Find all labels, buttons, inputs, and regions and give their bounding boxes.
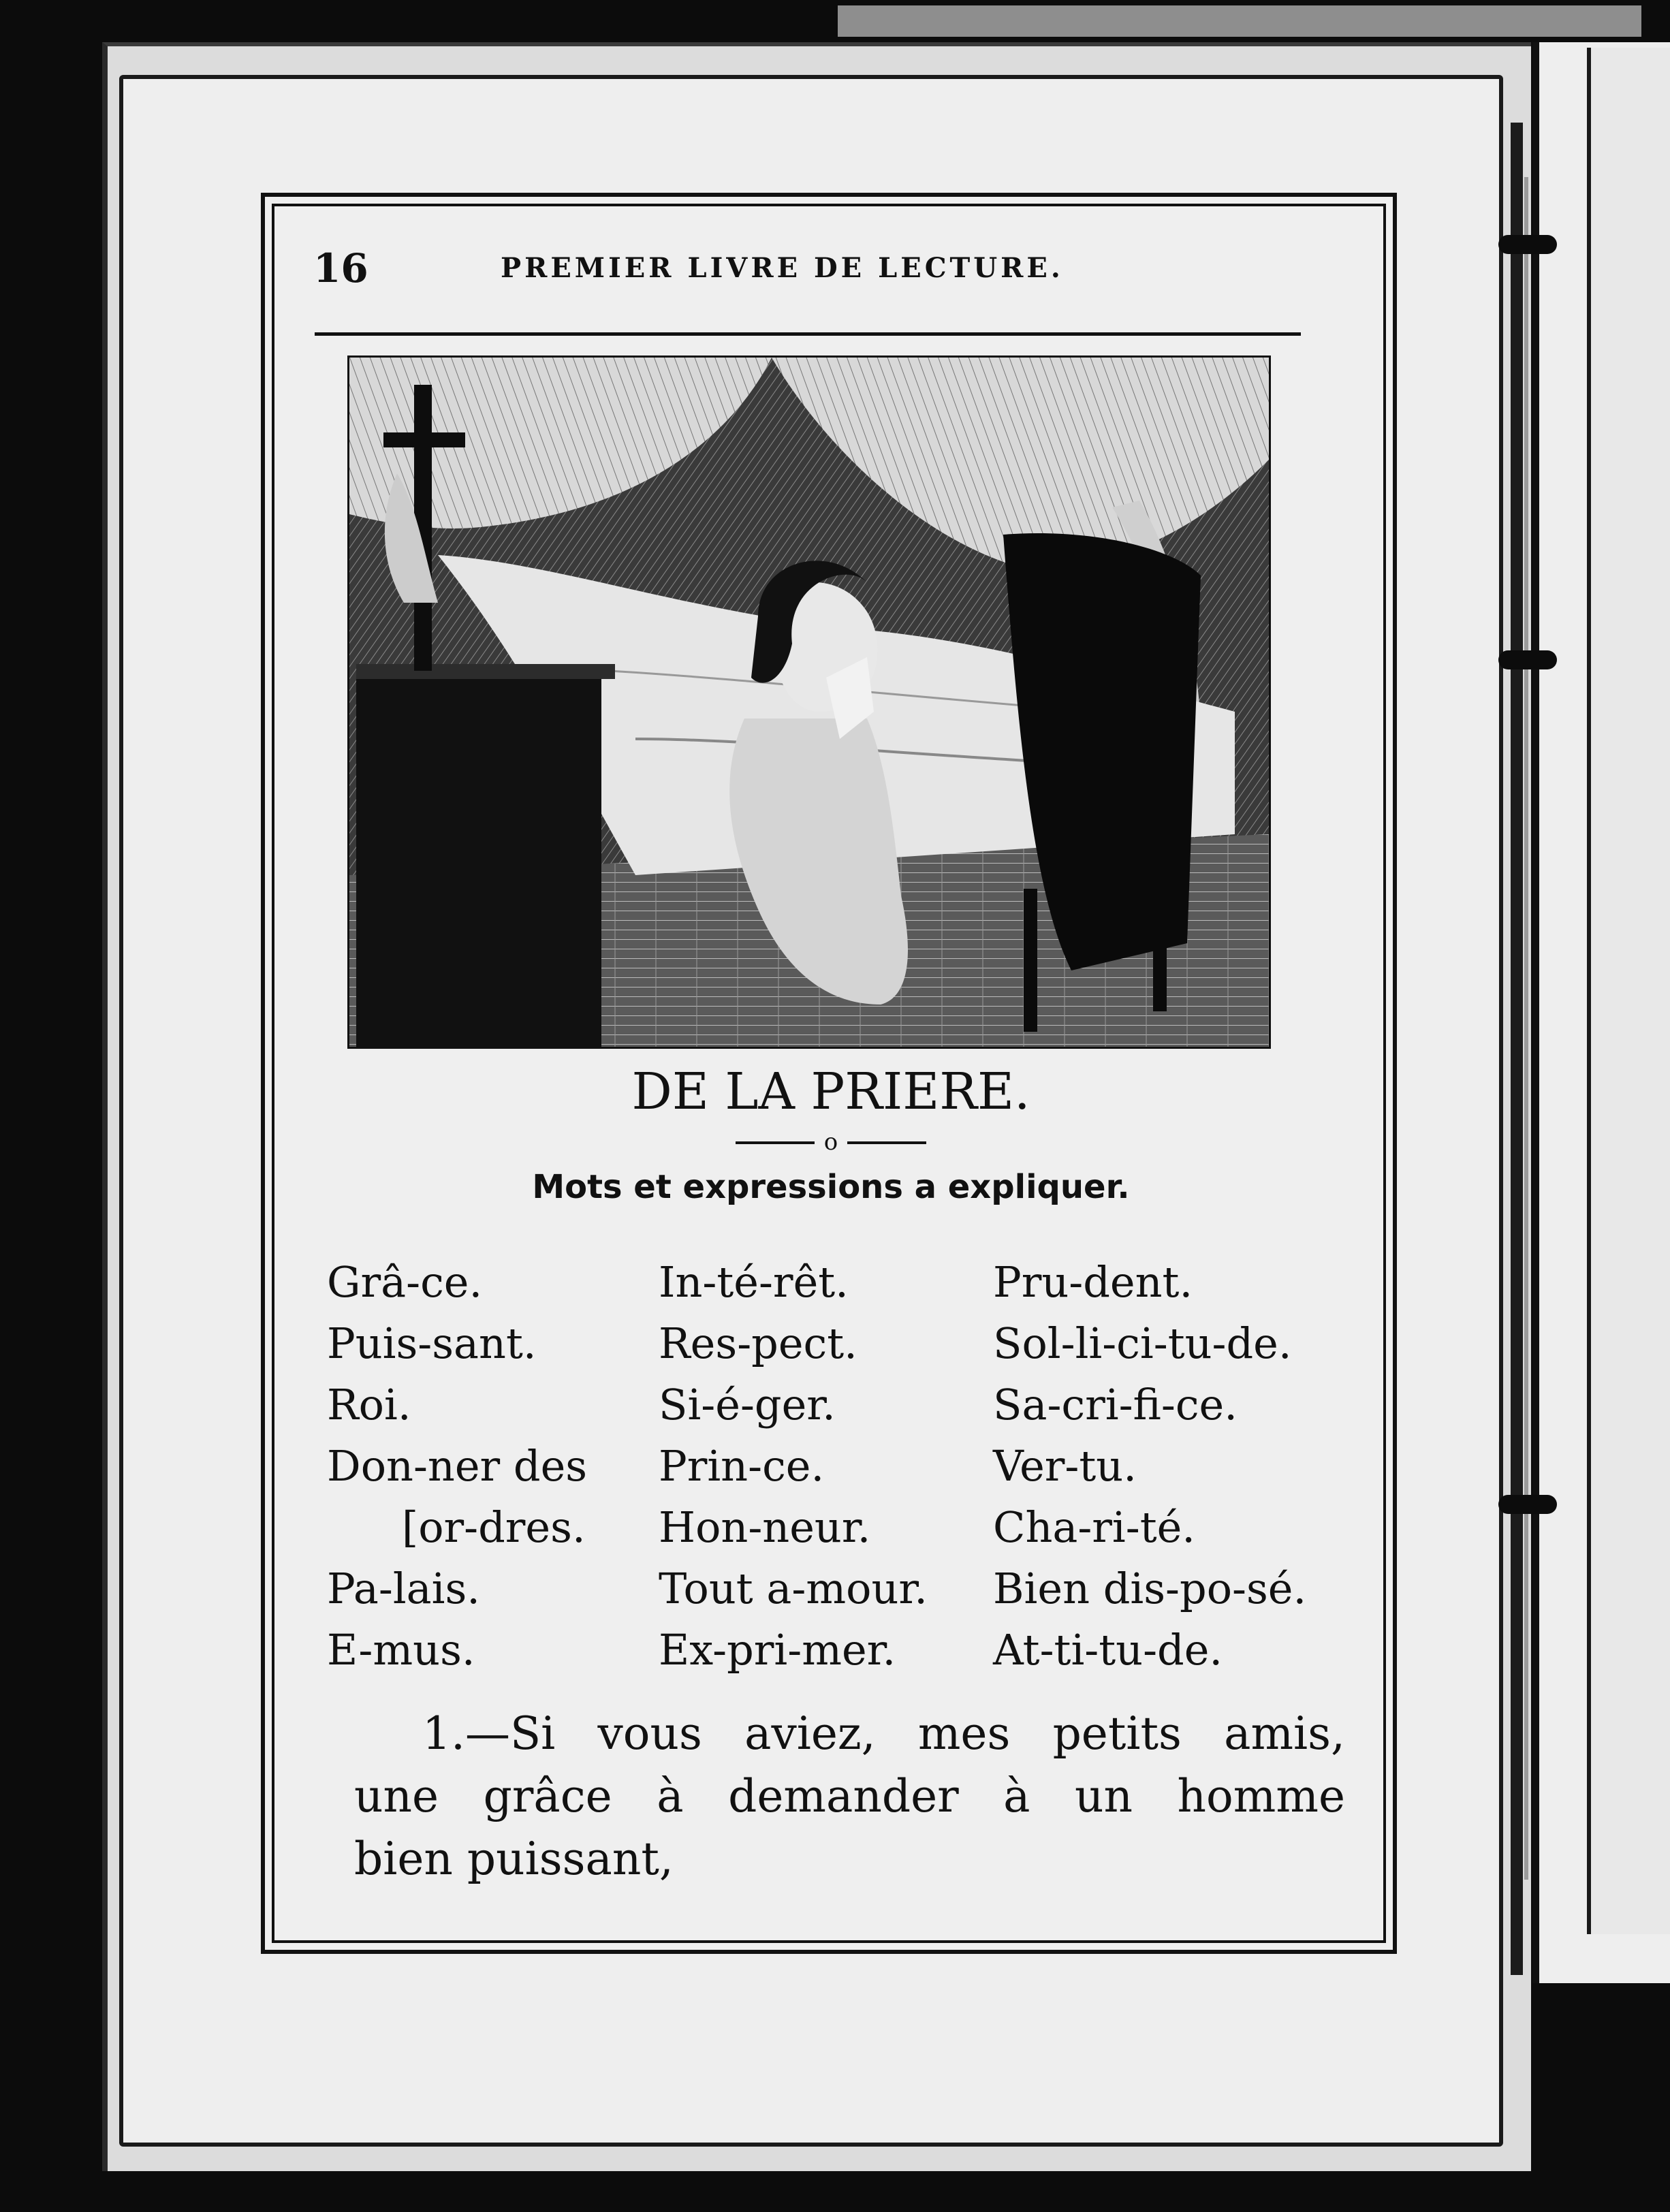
- vocabulary-word: Don-ner des: [327, 1441, 588, 1491]
- lesson-title: DE LA PRIERE.: [631, 1062, 1030, 1121]
- vocabulary-word: Tout a-mour.: [659, 1564, 928, 1613]
- vocabulary-word: Pru-dent.: [993, 1257, 1193, 1307]
- binding-stitch: [1498, 235, 1557, 254]
- header-rule: [315, 332, 1301, 336]
- paragraph-line: 1.—Si vous aviez, mes petits amis,: [422, 1707, 1345, 1760]
- vocabulary-word: Si-é-ger.: [659, 1380, 836, 1429]
- vocabulary-word: Bien dis-po-sé.: [993, 1564, 1307, 1613]
- ornament-mark: o: [823, 1129, 838, 1156]
- vocabulary-word: Sa-cri-fi-ce.: [993, 1380, 1238, 1429]
- vocabulary-word: [or-dres.: [402, 1502, 586, 1552]
- facing-page-surface: [1587, 48, 1670, 1934]
- vocabulary-column-2: [659, 1252, 992, 1681]
- running-head: [313, 245, 1301, 300]
- paragraph-line: bien puissant,: [354, 1833, 674, 1885]
- vocabulary-column-3: [993, 1252, 1347, 1681]
- lesson-subtitle: Mots et expressions a expliquer.: [532, 1168, 1130, 1206]
- vocabulary-word: Cha-ri-té.: [993, 1502, 1196, 1552]
- vocabulary-word: Roi.: [327, 1380, 411, 1429]
- lesson-paragraph: [354, 1703, 1345, 1891]
- scan-top-edge: [838, 5, 1641, 37]
- binding-stitch: [1498, 1495, 1557, 1514]
- vocabulary-word: In-té-rêt.: [659, 1257, 849, 1307]
- vocabulary-word: Hon-neur.: [659, 1502, 871, 1552]
- vocabulary-word: E-mus.: [327, 1625, 475, 1675]
- vocabulary-word: Prin-ce.: [659, 1441, 825, 1491]
- binding-stitch: [1498, 650, 1557, 669]
- vocabulary-word: Grâ-ce.: [327, 1257, 483, 1307]
- prayer-engraving: [347, 356, 1271, 1049]
- spine-highlight: [1524, 177, 1528, 1880]
- vocabulary-word: Ex-pri-mer.: [659, 1625, 896, 1675]
- vocabulary-word: Puis-sant.: [327, 1318, 537, 1368]
- vocabulary-word: Sol-li-ci-tu-de.: [993, 1318, 1292, 1368]
- vocabulary-column-1: [327, 1252, 667, 1681]
- ornament-rule: [736, 1129, 926, 1156]
- vocabulary-word: Pa-lais.: [327, 1564, 480, 1613]
- vocabulary-word: Ver-tu.: [993, 1441, 1137, 1491]
- vocabulary-word: Res-pect.: [659, 1318, 857, 1368]
- running-title: PREMIER LIVRE DE LECTURE.: [501, 252, 1064, 284]
- paragraph-line: une grâce à demander à un homme: [354, 1770, 1345, 1822]
- engraving-drawing: [349, 358, 1269, 1047]
- vocabulary-word: At-ti-tu-de.: [993, 1625, 1223, 1675]
- page-number: 16: [313, 245, 368, 291]
- book-spine: [1511, 123, 1523, 1975]
